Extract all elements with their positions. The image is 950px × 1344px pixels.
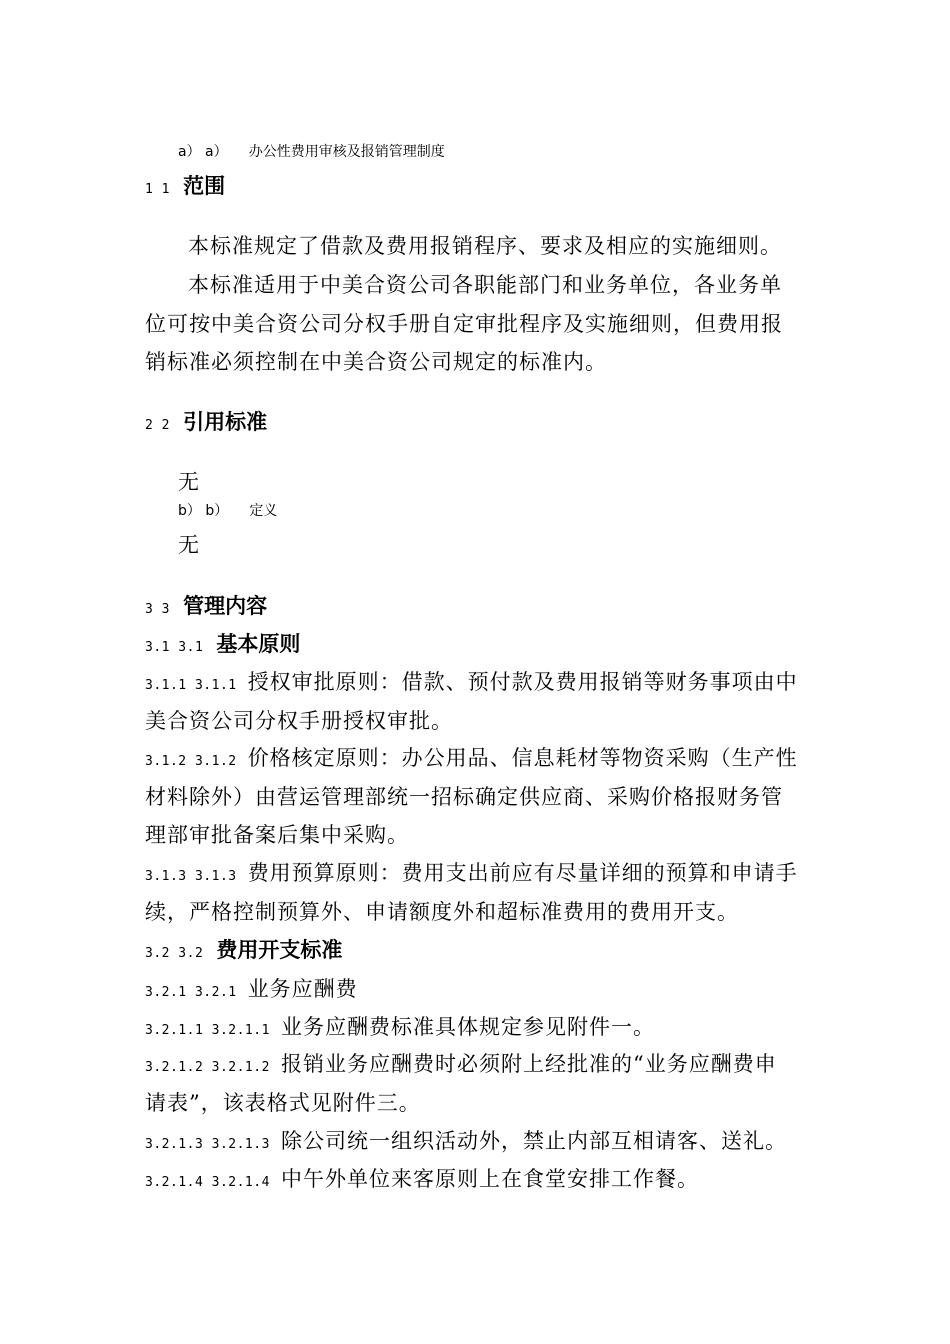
subsection-title: 定义 bbox=[249, 503, 278, 519]
clause-number: 3.1.3 3.1.3 bbox=[145, 869, 237, 884]
clause-text-line: 美合资公司分权手册授权审批。 bbox=[145, 709, 453, 733]
list-marker: a） a） bbox=[178, 144, 228, 160]
section-number: 3.2 3.2 bbox=[145, 946, 204, 961]
clause-number: 3.2.1.4 3.2.1.4 bbox=[145, 1175, 270, 1190]
clause-number: 3.2.1.2 3.2.1.2 bbox=[145, 1060, 270, 1075]
section-1-heading bbox=[145, 176, 225, 197]
clause-text: 除公司统一组织活动外，禁止内部互相请客、送礼。 bbox=[281, 1129, 787, 1153]
subsection-3-1-heading bbox=[145, 634, 300, 655]
clause-number: 3.2.1.1 3.2.1.1 bbox=[145, 1023, 270, 1038]
clause-3-1-1 bbox=[145, 672, 798, 693]
clause-number: 3.2.1.3 3.2.1.3 bbox=[145, 1137, 270, 1152]
clause-text-line: 请表”，该表格式见附件三。 bbox=[145, 1091, 421, 1115]
section-number: 3.1 3.1 bbox=[145, 640, 204, 655]
paragraph: 无 bbox=[178, 533, 200, 557]
section-number: 2 2 bbox=[145, 418, 170, 433]
clause-3-1-2 bbox=[145, 748, 798, 769]
section-title: 基本原则 bbox=[216, 632, 301, 656]
clause-text: 授权审批原则：借款、预付款及费用报销等财务事项由中 bbox=[247, 670, 798, 694]
section-title: 范围 bbox=[183, 174, 226, 198]
paragraph: 无 bbox=[178, 470, 200, 494]
section-title: 费用开支标准 bbox=[216, 938, 343, 962]
clause-3-1-3 bbox=[145, 863, 798, 884]
clause-text: 中午外单位来客原则上在食堂安排工作餐。 bbox=[281, 1167, 699, 1191]
definition-line bbox=[178, 502, 277, 518]
list-marker: b） b） bbox=[178, 503, 229, 519]
clause-3-2-1-2 bbox=[145, 1054, 777, 1075]
clause-3-2-1-3 bbox=[145, 1131, 787, 1152]
section-2-heading bbox=[145, 412, 267, 433]
clause-text: 费用预算原则：费用支出前应有尽量详细的预算和申请手 bbox=[247, 861, 798, 885]
paragraph-line: 本标准适用于中美合资公司各职能部门和业务单位，各业务单 bbox=[188, 273, 782, 297]
paragraph: 本标准规定了借款及费用报销程序、要求及相应的实施细则。 bbox=[188, 234, 782, 258]
clause-text-line: 理部审批备案后集中采购。 bbox=[145, 823, 409, 847]
doc-title-line bbox=[178, 143, 445, 159]
clause-text: 报销业务应酬费时必须附上经批准的“业务应酬费申 bbox=[281, 1052, 777, 1076]
section-title: 引用标准 bbox=[183, 410, 268, 434]
section-number: 3 3 bbox=[145, 602, 170, 617]
clause-text: 业务应酬费 bbox=[247, 977, 358, 1001]
doc-title: 办公性费用审核及报销管理制度 bbox=[248, 144, 445, 160]
clause-3-2-1-1 bbox=[145, 1017, 655, 1038]
clause-3-2-1-4 bbox=[145, 1169, 699, 1190]
paragraph-line: 位可按中美合资公司分权手册自定审批程序及实施细则，但费用报 bbox=[145, 312, 783, 336]
clause-text-line: 材料除外）由营运管理部统一招标确定供应商、采购价格报财务管 bbox=[145, 785, 783, 809]
clause-text: 价格核定原则：办公用品、信息耗材等物资采购（生产性 bbox=[247, 746, 798, 770]
section-title: 管理内容 bbox=[183, 594, 268, 618]
section-3-heading bbox=[145, 596, 267, 617]
paragraph-line: 销标准必须控制在中美合资公司规定的标准内。 bbox=[145, 350, 607, 374]
subsection-3-2-heading bbox=[145, 940, 342, 961]
clause-number: 3.1.2 3.1.2 bbox=[145, 754, 237, 769]
clause-number: 3.1.1 3.1.1 bbox=[145, 678, 237, 693]
section-number: 1 1 bbox=[145, 182, 170, 197]
clause-text-line: 续，严格控制预算外、申请额度外和超标准费用的费用开支。 bbox=[145, 900, 739, 924]
clause-3-2-1 bbox=[145, 979, 358, 1000]
clause-text: 业务应酬费标准具体规定参见附件一。 bbox=[281, 1015, 655, 1039]
clause-number: 3.2.1 3.2.1 bbox=[145, 985, 237, 1000]
